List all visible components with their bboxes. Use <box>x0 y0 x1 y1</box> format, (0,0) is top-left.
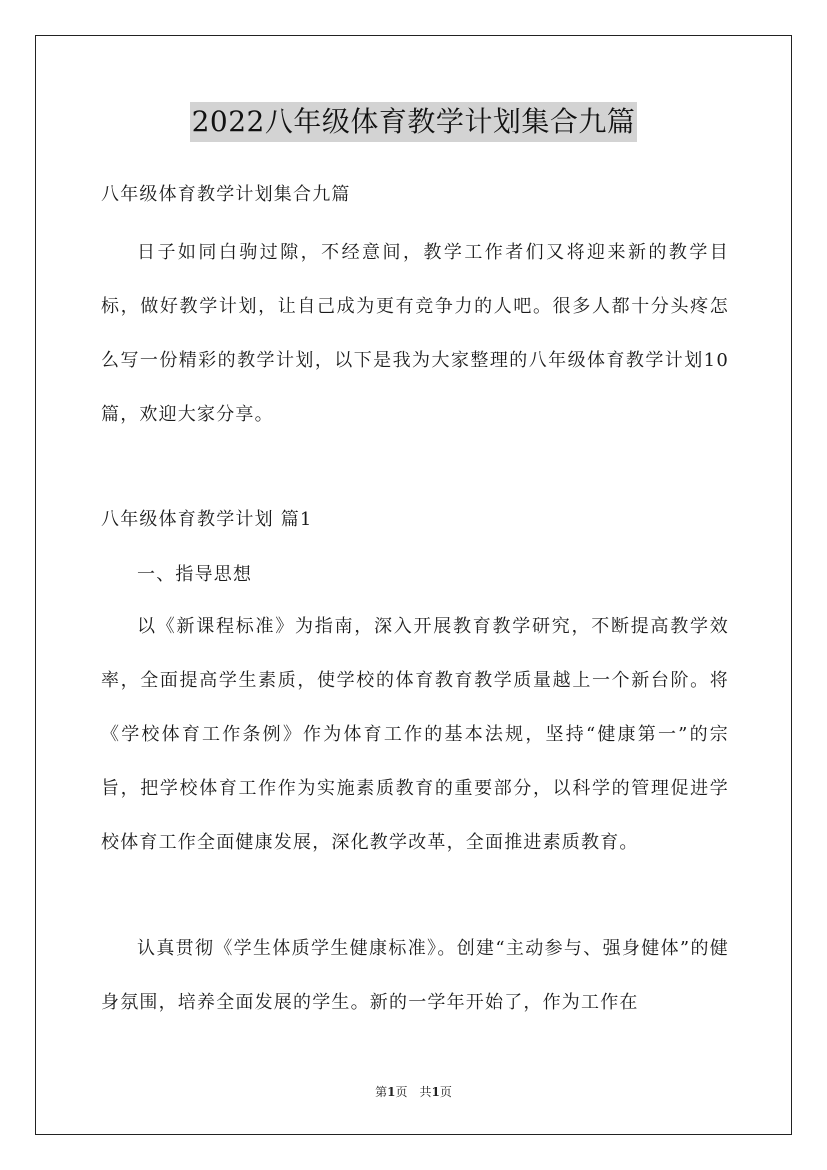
page-total-number: 1 <box>431 1085 440 1099</box>
page-current-number: 1 <box>387 1085 396 1099</box>
intro-paragraph: 日子如同白驹过隙，不经意间，教学工作者们又将迎来新的教学目标，做好教学计划，让自己成为更有竞争力的人吧。很多人都十分头疼怎么写一份精彩的教学计划，以下是我为大家整理的八年级体育教学计划10篇，欢迎大家分享。 <box>101 242 729 425</box>
section-title: 八年级体育教学计划 篇1 <box>101 509 313 530</box>
body-paragraph-1: 以《新课程标准》为指南，深入开展教育教学研究，不断提高教学效率，全面提高学生素质，使学校的体育教育教学质量越上一个新台阶。将《学校体育工作条例》作为体育工作的基本法规，坚持“健康第一”的宗旨，把学校体育工作作为实施素质教育的重要部分，以科学的管理促进学校体育工作全面健康发展，深化教学改革，全面推进素质教育。 <box>101 616 729 853</box>
page-label-mid: 页 共 <box>395 1085 432 1099</box>
section-heading: 一、指导思想 <box>137 564 253 585</box>
document-subtitle: 八年级体育教学计划集合九篇 <box>101 184 351 205</box>
page-label-prefix: 第 <box>375 1085 388 1099</box>
page-footer <box>0 1082 827 1102</box>
document-title: 2022八年级体育教学计划集合九篇 <box>190 102 638 142</box>
body-paragraph-2: 认真贯彻《学生体质学生健康标准》。创建“主动参与、强身健体”的健身氛围，培养全面发展的学生。新的一学年开始了，作为工作在 <box>101 938 729 1013</box>
document-title-container <box>0 102 827 146</box>
page-label-suffix: 页 <box>439 1085 452 1099</box>
